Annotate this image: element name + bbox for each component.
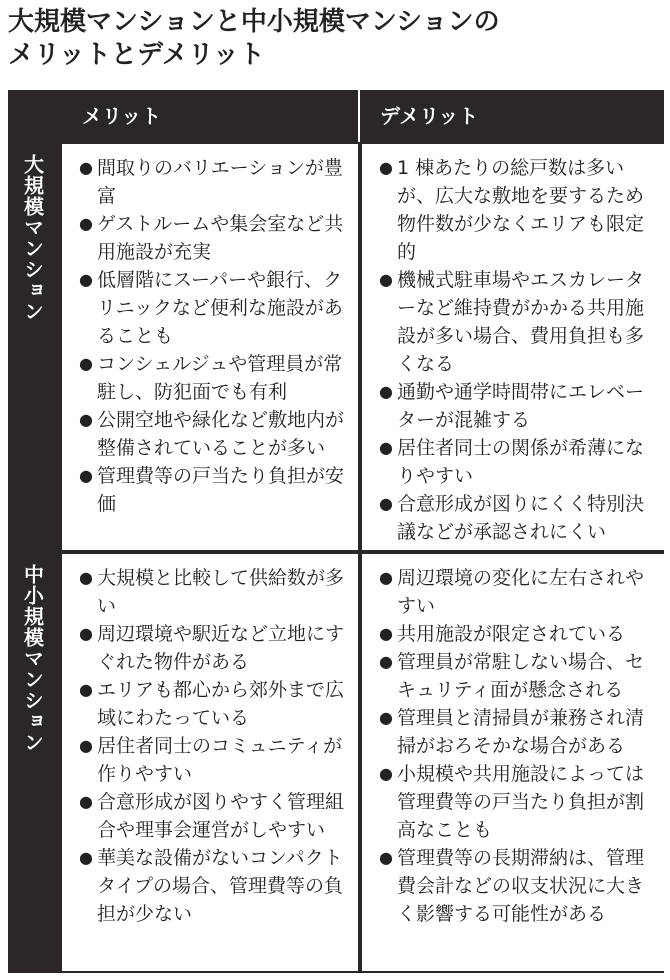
list-item: ● 低層階にスーパーや銀行、クリニックなど便利な施設があることも	[79, 266, 348, 350]
title-line-2: メリットとデメリット	[8, 40, 265, 70]
list-item: ● 管理員と清掃員が兼務され清掃がおろそかな場合がある	[379, 704, 654, 760]
list-item: ● エリアも都心から郊外まで広域にわたっている	[79, 676, 348, 732]
small-merits-cell	[62, 554, 358, 971]
large-merits-list	[79, 154, 348, 518]
list-item: ● 管理費等の長期滞納は、管理費会計などの収支状況に大きく影響する可能性がある	[379, 844, 654, 928]
small-merits-list	[79, 564, 348, 928]
demerit-column-header: デメリット	[380, 104, 479, 128]
list-item: ● コンシェルジュや管理員が常駐し、防犯面でも有利	[79, 350, 348, 406]
list-item: ● ゲストルームや集会室など共用施設が充実	[79, 210, 348, 266]
list-item: ● 公開空地や緑化など敷地内が整備されていることが多い	[79, 406, 348, 462]
list-item: ● 機械式駐車場やエスカレーターなど維持費がかかる共用施設が多い場合、費用負担も多くなる	[379, 266, 654, 378]
list-item: ● 居住者同士のコミュニティが作りやすい	[79, 732, 348, 788]
list-item: ● 管理員が常駐しない場合、セキュリティ面が懸念される	[379, 648, 654, 704]
list-item: ● 合意形成が図りにくく特別決議などが承認されにくい	[379, 490, 654, 546]
list-item: ● 管理費等の戸当たり負担が安価	[79, 462, 348, 518]
large-demerits-list	[379, 154, 654, 546]
large-demerits-cell	[362, 144, 664, 550]
row-label-large-text: 大規模マンション	[20, 154, 45, 322]
list-item: ● 大規模と比較して供給数が多い	[79, 564, 348, 620]
list-item: ● 周辺環境や駅近など立地にすぐれた物件がある	[79, 620, 348, 676]
list-item: ● 1 棟あたりの総戸数は多いが、広大な敷地を要するため物件数が少なくエリアも限定的	[379, 154, 654, 266]
row-label-large	[8, 154, 58, 544]
list-item: ● 華美な設備がないコンパクトタイプの場合、管理費等の負担が少ない	[79, 844, 348, 928]
small-demerits-list	[379, 564, 654, 928]
page-title	[8, 6, 663, 72]
list-item: ● 居住者同士の関係が希薄になりやすい	[379, 434, 654, 490]
list-item: ● 間取りのバリエーションが豊富	[79, 154, 348, 210]
header-divider	[358, 90, 360, 142]
row-label-small-text: 中小規模マンション	[20, 564, 45, 753]
merit-column-header: メリット	[82, 104, 162, 128]
small-demerits-cell	[362, 554, 664, 971]
list-item: ● 周辺環境の変化に左右されやすい	[379, 564, 654, 620]
list-item: ● 小規模や共用施設によっては管理費等の戸当たり負担が割高なことも	[379, 760, 654, 844]
large-merits-cell	[62, 144, 358, 550]
title-line-1: 大規模マンションと中小規模マンションの	[8, 7, 500, 37]
list-item: ● 通勤や通学時間帯にエレベーターが混雑する	[379, 378, 654, 434]
list-item: ● 合意形成が図りやすく管理組合や理事会運営がしやすい	[79, 788, 348, 844]
comparison-table	[8, 90, 664, 973]
list-item: ● 共用施設が限定されている	[379, 620, 654, 648]
row-label-small	[8, 564, 58, 964]
